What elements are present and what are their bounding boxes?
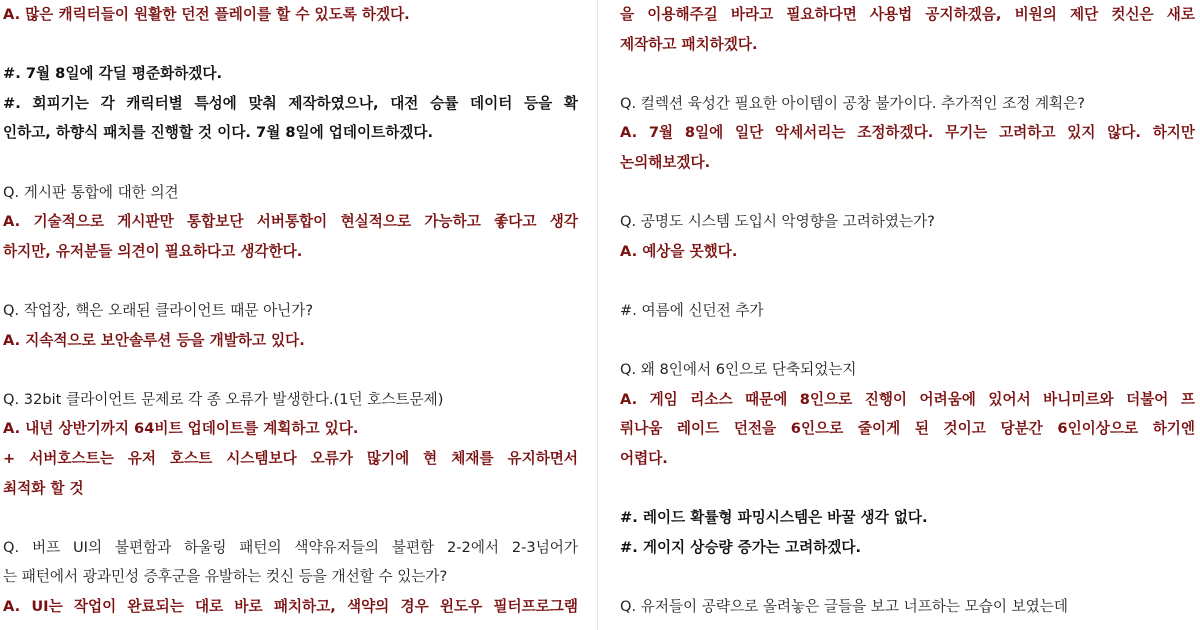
answer-line: 논의해보겠다. <box>620 153 711 171</box>
right-column <box>620 0 1195 621</box>
answer-line: A. 게임 리소스 때문에 8인으로 진행이 어려움에 있어서 바니미르와 더불어 프 <box>620 390 1195 408</box>
question-line: Q. 버프 UI의 불편함과 하울링 패턴의 색약유저들의 불편함 2-2에서 2-3넘어가 <box>3 538 578 556</box>
question-line: Q. 왜 8인에서 6인으로 단축되었는지 <box>620 361 857 379</box>
blank-line <box>3 355 578 385</box>
blank-line <box>620 178 1195 208</box>
answer-line: A. 예상을 못했다. <box>620 242 738 260</box>
note-line: #. 레이드 확률형 파밍시스템은 바꿀 생각 없다. <box>620 509 928 527</box>
note-line: #. 게이지 상승량 증가는 고려하겠다. <box>620 538 862 556</box>
answer-line: + 서버호스트는 유저 호스트 시스템보다 오류가 많기에 현 체재를 유지하면서 <box>3 449 578 467</box>
question-line: Q. 컬렉션 육성간 필요한 아이템이 공창 불가이다. 추가적인 조정 계획은? <box>620 94 1085 112</box>
answer-line: 을 이용해주길 바라고 필요하다면 사용법 공지하겠음, 비원의 제단 컷신은 새로 <box>620 6 1195 23</box>
question-line: 는 패턴에서 광과민성 증후군을 유발하는 컷신 등을 개선할 수 있는가? <box>3 568 448 586</box>
blank-line <box>3 30 578 60</box>
note-line: #. 7월 8일에 각딜 평준화하겠다. <box>3 65 223 83</box>
blank-line <box>620 59 1195 89</box>
answer-line: A. 내년 상반기까지 64비트 업데이트를 계획하고 있다. <box>3 420 359 438</box>
question-line: Q. 게시판 통합에 대한 의견 <box>3 183 179 201</box>
blank-line <box>620 266 1195 296</box>
question-line: Q. 32bit 클라이언트 문제로 각 종 오류가 발생한다.(1던 호스트문제) <box>3 390 444 408</box>
answer-line: A. 7월 8일에 일단 악세서리는 조정하겠다. 무기는 고려하고 있지 않다. 하지만 <box>620 124 1195 142</box>
blank-line <box>3 503 578 533</box>
blank-line <box>3 266 578 296</box>
note-line: 인하고, 하향식 패치를 진행할 것 이다. 7월 8일에 업데이트하겠다. <box>3 124 434 142</box>
answer-line: 어렵다. <box>620 449 668 467</box>
answer-line: 하지만, 유저분들 의견이 필요하다고 생각한다. <box>3 242 303 260</box>
left-column <box>3 0 578 621</box>
column-divider <box>597 0 598 630</box>
blank-line <box>3 148 578 178</box>
answer-line: A. 기술적으로 게시판만 통합보단 서버통합이 현실적으로 가능하고 좋다고 생각 <box>3 213 578 231</box>
question-line: #. 여름에 신던전 추가 <box>620 301 764 319</box>
answer-line: 뤼나움 레이드 던전을 6인으로 줄이게 된 것이고 당분간 6인이상으로 하기엔 <box>620 420 1195 438</box>
answer-line: A. 많은 캐릭터들이 원활한 던전 플레이를 할 수 있도록 하겠다. <box>3 6 410 23</box>
blank-line <box>620 474 1195 504</box>
blank-line <box>620 562 1195 592</box>
note-line: #. 회피기는 각 캐릭터별 특성에 맞춰 제작하였으나, 대전 승률 데이터 등을 확 <box>3 94 578 112</box>
question-line: Q. 유저들이 공략으로 올려놓은 글들을 보고 너프하는 모습이 보였는데 <box>620 597 1068 615</box>
answer-line: 제작하고 패치하겠다. <box>620 35 758 53</box>
answer-line: A. UI는 작업이 완료되는 대로 바로 패치하고, 색약의 경우 윈도우 필터프로그램 <box>3 597 578 615</box>
question-line: Q. 공명도 시스템 도입시 악영향을 고려하였는가? <box>620 213 935 231</box>
question-line: Q. 작업장, 핵은 오래된 클라이언트 때문 아닌가? <box>3 301 314 319</box>
answer-line: A. 지속적으로 보안솔루션 등을 개발하고 있다. <box>3 331 305 349</box>
blank-line <box>620 326 1195 356</box>
answer-line: 최적화 할 것 <box>3 479 84 497</box>
